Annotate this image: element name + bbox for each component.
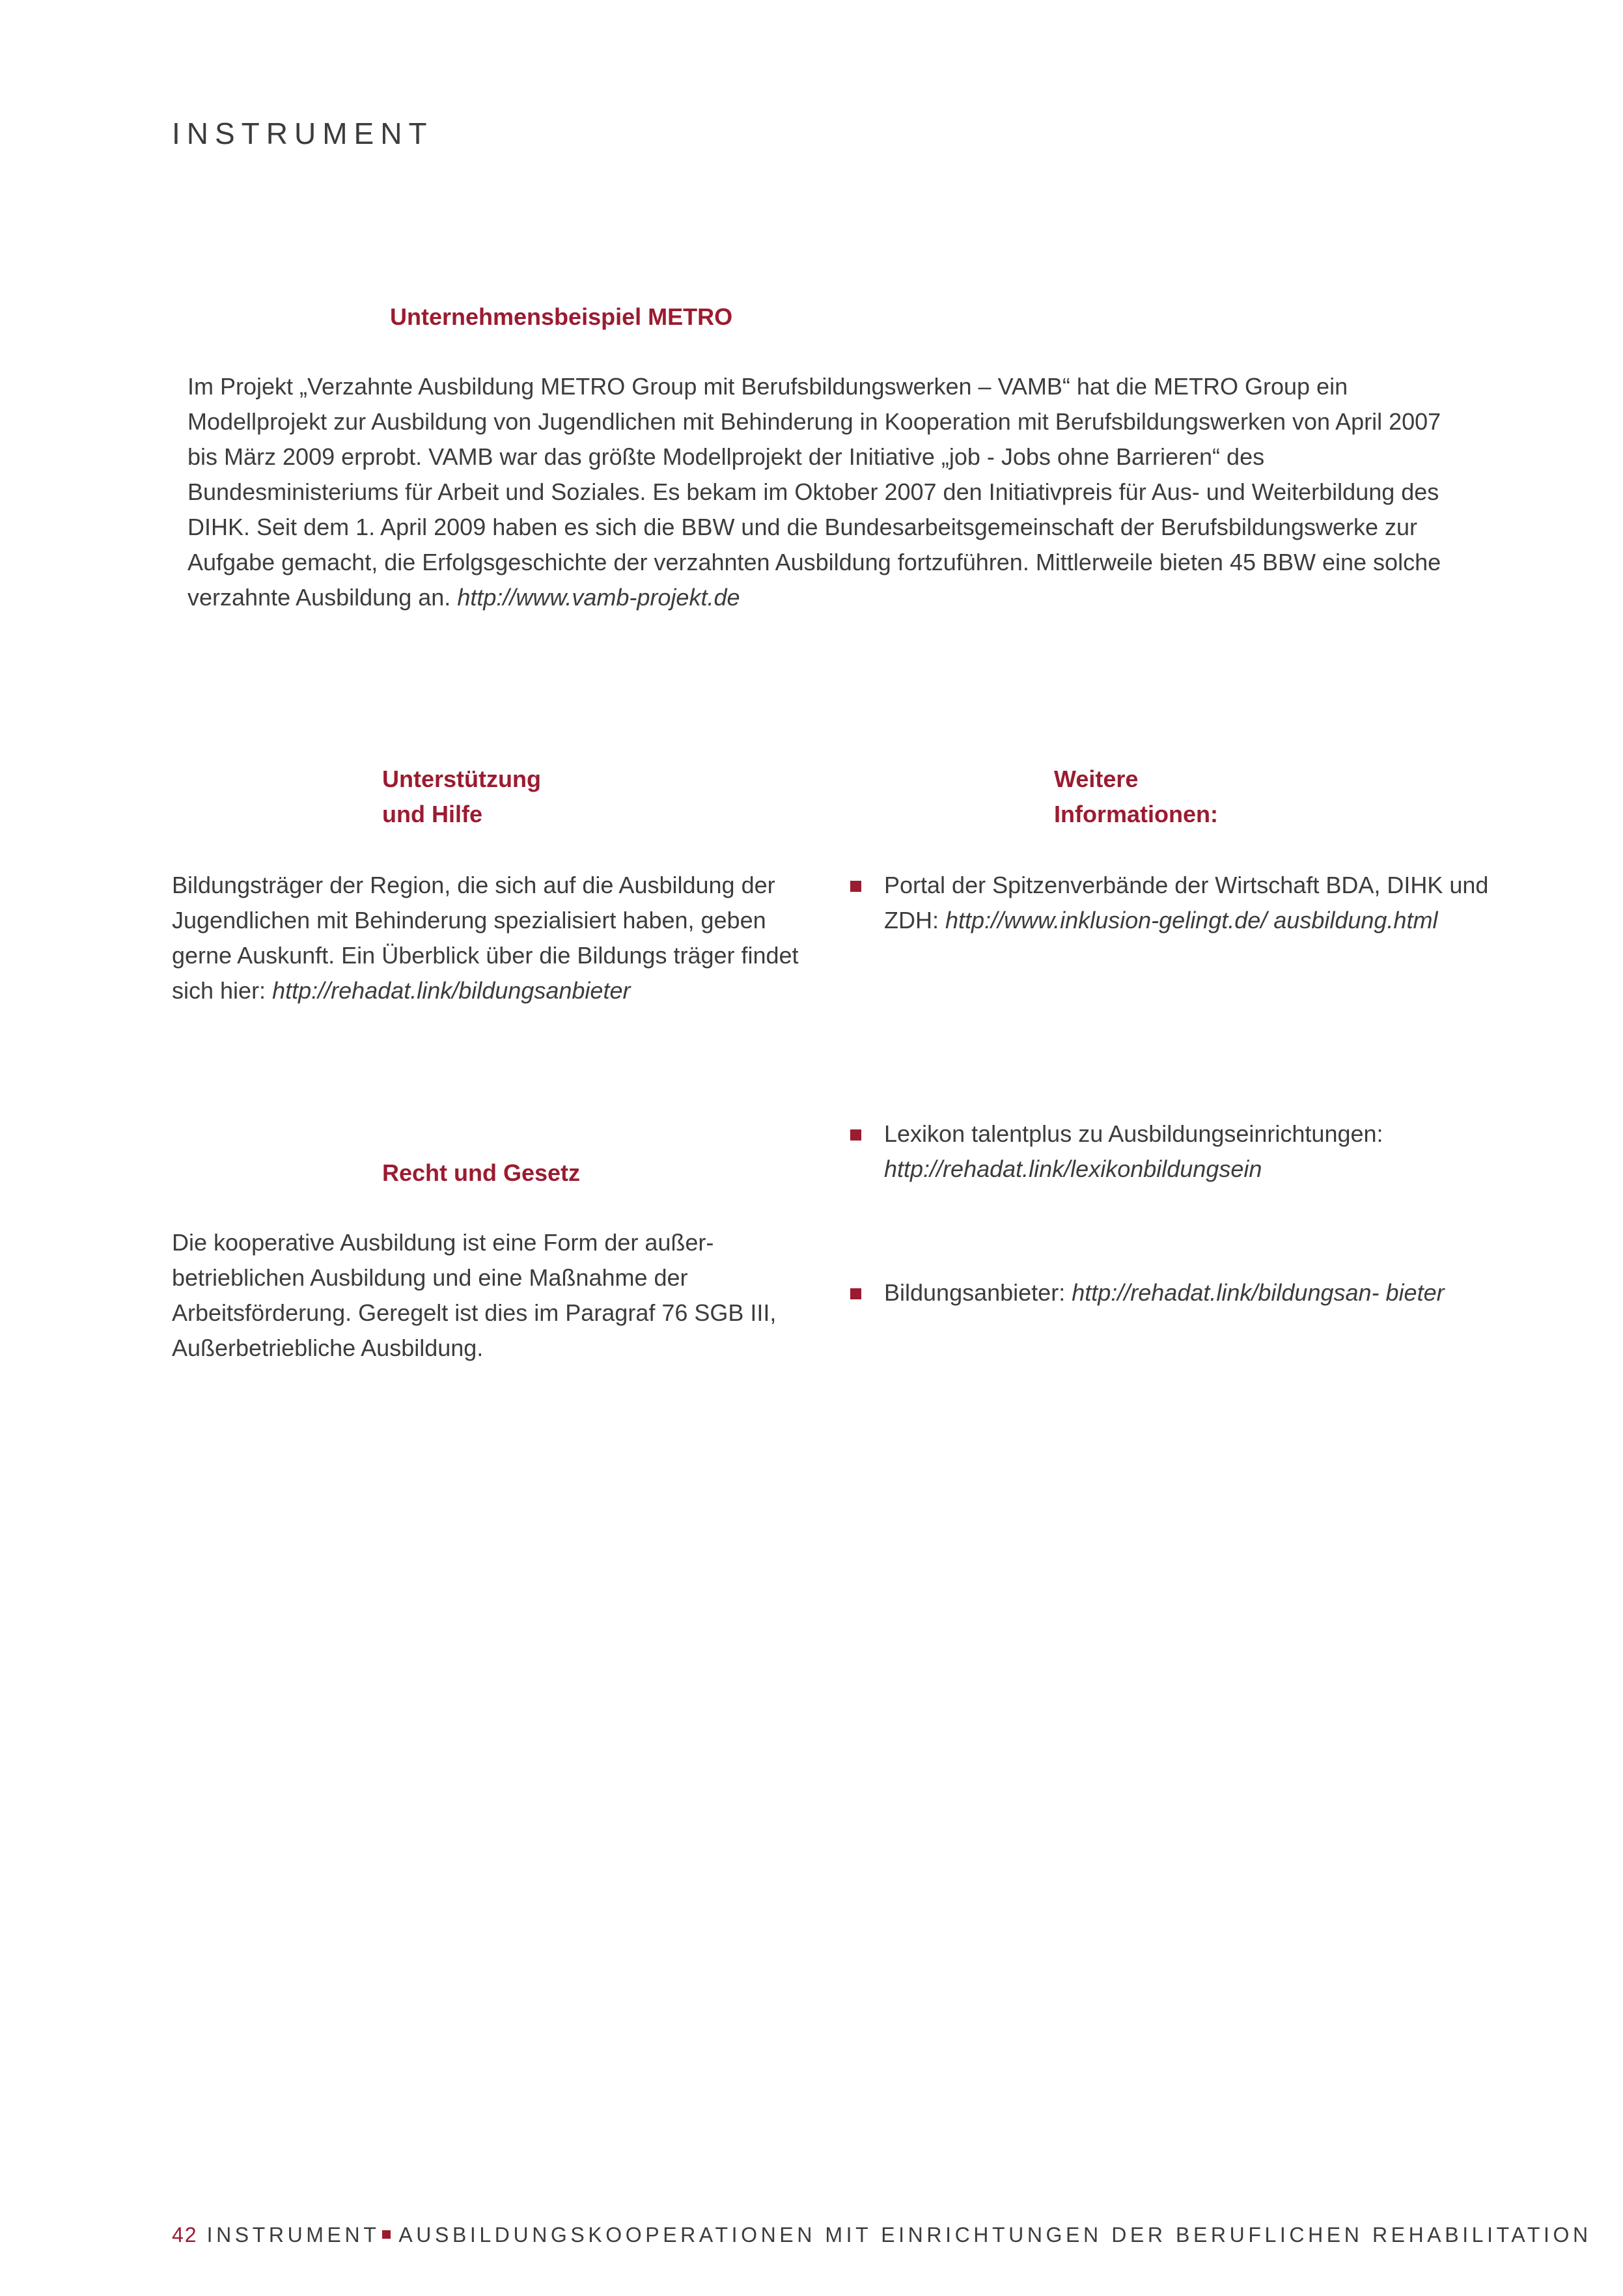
law-paragraph — [172, 1225, 810, 1366]
metro-url-link[interactable]: http://www.vamb-projekt.de — [457, 584, 740, 611]
square-bullet-icon — [850, 881, 861, 892]
info-item-url-link[interactable]: http://www.inklusion-gelingt.de/ ausbildung.html — [945, 907, 1438, 934]
info-item-url-link[interactable]: http://rehadat.link/bildungsan- bieter — [1072, 1279, 1445, 1306]
info-item-text: Portal der Spitzenverbände der Wirtschaft BDA, DIHK und ZDH: — [884, 872, 1489, 934]
info-item-text: Lexikon talentplus zu Ausbildungseinrichtungen: — [884, 1120, 1383, 1147]
square-separator-icon — [382, 2230, 391, 2239]
metro-paragraph-text: Im Projekt „Verzahnte Ausbildung METRO Group mit Berufsbildungswerken – VAMB“ hat die METRO Group ein Modellprojekt zur Ausbildung von Jugendlichen mit Behinderung in Kooperation mit Berufsbildungswerken von April 2007 bis März 2009 erprobt. VAMB war das größte Modellprojekt der Initiative „job - Jobs ohne Barrieren“ des Bundesministeriums für Arbeit und Soziales. Es bekam im Oktober 2007 den Initiativpreis für Aus- und Weiterbildung des DIHK. Seit dem 1. April 2009 haben es sich die BBW und die Bundesarbeitsgemeinschaft der Berufsbildungswerke zur Aufgabe gemacht, die Erfolgsgeschichte der verzahnten Ausbildung fortzuführen. Mittlerweile bieten 45 BBW eine solche verzahnte Ausbildung an. — [187, 373, 1441, 611]
page-number: 42 — [172, 2223, 198, 2247]
info-list-item — [850, 868, 1496, 938]
support-paragraph-text: Bildungsträger der Region, die sich auf die Ausbildung der Jugendlichen mit Behinderung spezialisiert haben, geben gerne Auskunft. Ein Überblick über die Bildungs träger findet sich hier: — [172, 872, 799, 1004]
metro-heading: Unternehmensbeispiel METRO — [390, 303, 733, 330]
info-heading-line-1: Weitere — [1054, 766, 1139, 792]
support-url-link[interactable]: http://rehadat.link/bildungsanbieter — [272, 977, 631, 1004]
footer-section: INSTRUMENT — [206, 2223, 380, 2247]
info-heading-line-2: Informationen: — [1054, 801, 1218, 827]
info-heading — [1054, 762, 1314, 832]
square-bullet-icon — [850, 1288, 861, 1299]
square-bullet-icon — [850, 1129, 861, 1141]
info-list-item — [850, 1116, 1496, 1187]
footer-title: AUSBILDUNGSKOOPERATIONEN MIT EINRICHTUNGEN DER BERUFLICHEN REHABILITATION — [398, 2223, 1592, 2247]
info-item-url-link[interactable]: http://rehadat.link/lexikonbildungsein — [884, 1155, 1262, 1182]
law-heading: Recht und Gesetz — [382, 1159, 581, 1186]
info-list-item — [850, 1275, 1496, 1310]
law-paragraph-text: Die kooperative Ausbildung ist eine Form der außer-betrieblichen Ausbildung und eine Maßnahme der Arbeitsförderung. Geregelt ist dies im Paragraf 76 SGB III, Außerbetriebliche Ausbildung. — [172, 1229, 777, 1361]
metro-paragraph — [187, 369, 1457, 615]
support-heading-line-2: und Hilfe — [382, 801, 482, 827]
page-header: INSTRUMENT — [172, 117, 434, 150]
support-heading — [382, 762, 643, 832]
info-list — [850, 868, 1489, 1306]
info-item-text: Bildungsanbieter: — [884, 1279, 1066, 1306]
support-heading-line-1: Unterstützung — [382, 766, 541, 792]
page-footer — [172, 2223, 1592, 2247]
support-paragraph — [172, 868, 810, 1008]
